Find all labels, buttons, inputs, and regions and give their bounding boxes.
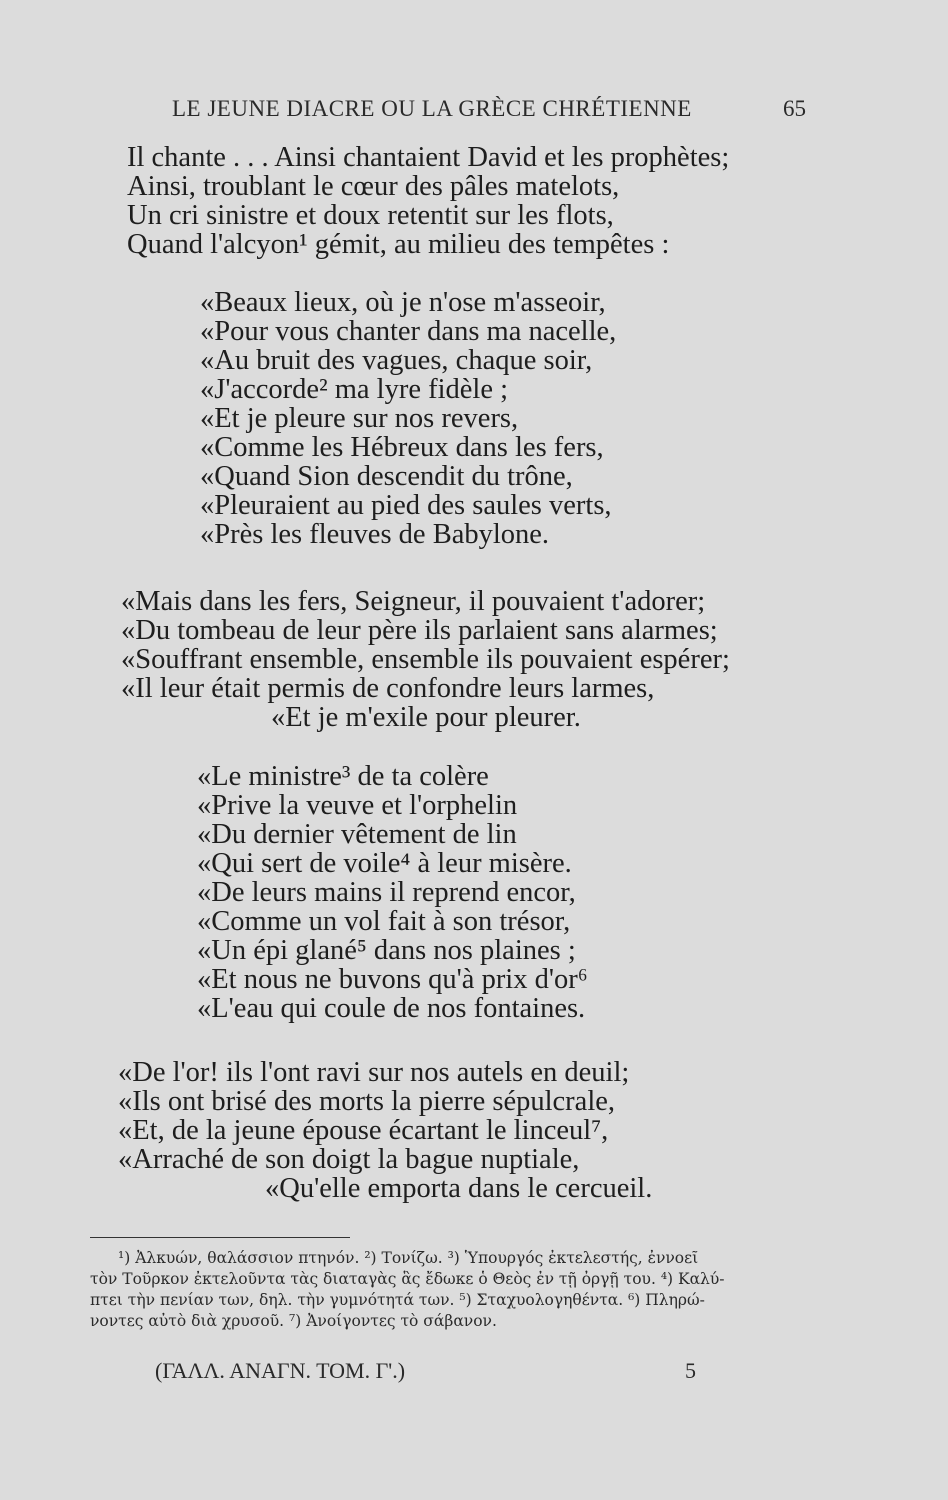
- footnote-line: πτει τὴν πενίαν των, δηλ. τὴν γυμνότητά των. ⁵) Σταχυολογηθέντα. ⁶) Πληρώ-: [90, 1291, 705, 1309]
- verse-line: «Mais dans les fers, Seigneur, il pouvaient t'adorer;: [121, 586, 706, 617]
- verse-line: «Beaux lieux, où je n'ose m'asseoir,: [200, 287, 606, 318]
- footnote-line: νοντες αὐτὸ διὰ χρυσοῦ. ⁷) Ἀνοίγοντες τὸ σάβανον.: [90, 1312, 497, 1330]
- signature-mark: (ΓΑΛΛ. ΑΝΑΓΝ. ΤΟΜ. Γ'.): [155, 1358, 406, 1383]
- verse-line: «Le ministre³ de ta colère: [197, 761, 489, 792]
- verse-line: «Prive la veuve et l'orphelin: [197, 790, 518, 821]
- verse-line: «Et je m'exile pour pleurer.: [271, 702, 581, 733]
- verse-line: «Du tombeau de leur père ils parlaient sans alarmes;: [121, 615, 718, 646]
- verse-line: Il chante . . . Ainsi chantaient David et les prophètes;: [127, 142, 730, 173]
- verse-line: «Comme les Hébreux dans les fers,: [200, 432, 604, 463]
- verse-line: Un cri sinistre et doux retentit sur les flots,: [127, 200, 614, 231]
- verse-line: «De l'or! ils l'ont ravi sur nos autels en deuil;: [118, 1057, 630, 1088]
- verse-line: «Pleuraient au pied des saules verts,: [200, 490, 612, 521]
- verse-line: «Près les fleuves de Babylone.: [200, 519, 550, 550]
- footnote-line: ¹) Ἀλκυών, θαλάσσιον πτηνόν. ²) Τονίζω. ³) Ὑπουργός ἐκτελεστής, ἐννοεῖ: [118, 1249, 699, 1267]
- verse-line: Ainsi, troublant le cœur des pâles matelots,: [127, 171, 620, 202]
- verse-line: «Souffrant ensemble, ensemble ils pouvaient espérer;: [121, 644, 730, 675]
- verse-line: «Pour vous chanter dans ma nacelle,: [200, 316, 617, 347]
- footnote-divider: [90, 1237, 350, 1238]
- page-number: 65: [783, 96, 806, 121]
- verse-line: «J'accorde² ma lyre fidèle ;: [200, 374, 509, 405]
- verse-line: «Du dernier vêtement de lin: [197, 819, 517, 850]
- verse-line: «De leurs mains il reprend encor,: [197, 877, 576, 908]
- verse-line: Quand l'alcyon¹ gémit, au milieu des tempêtes :: [127, 229, 670, 260]
- sheet-number: 5: [685, 1358, 696, 1383]
- verse-line: «L'eau qui coule de nos fontaines.: [197, 993, 586, 1024]
- verse-line: «Quand Sion descendit du trône,: [200, 461, 573, 492]
- verse-line: «Ils ont brisé des morts la pierre sépulcrale,: [118, 1086, 616, 1117]
- verse-line: «Un épi glané⁵ dans nos plaines ;: [197, 935, 576, 966]
- verse-line: «Au bruit des vagues, chaque soir,: [200, 345, 593, 376]
- running-title: LE JEUNE DIACRE OU LA GRÈCE CHRÉTIENNE: [172, 96, 692, 121]
- verse-line: «Et, de la jeune épouse écartant le linceul⁷,: [118, 1115, 609, 1146]
- verse-line: «Qu'elle emporta dans le cercueil.: [265, 1173, 653, 1204]
- verse-line: «Arraché de son doigt la bague nuptiale,: [118, 1144, 580, 1175]
- verse-line: «Et je pleure sur nos revers,: [200, 403, 519, 434]
- verse-line: «Et nous ne buvons qu'à prix d'or⁶: [197, 964, 588, 995]
- footnote-line: τὸν Τοῦρκον ἐκτελοῦντα τὰς διαταγὰς ἃς ἔδωκε ὁ Θεὸς ἐν τῇ ὀργῇ του. ⁴) Καλύ-: [90, 1270, 725, 1288]
- verse-line: «Comme un vol fait à son trésor,: [197, 906, 571, 937]
- verse-line: «Il leur était permis de confondre leurs larmes,: [121, 673, 655, 704]
- verse-line: «Qui sert de voile⁴ à leur misère.: [197, 848, 572, 879]
